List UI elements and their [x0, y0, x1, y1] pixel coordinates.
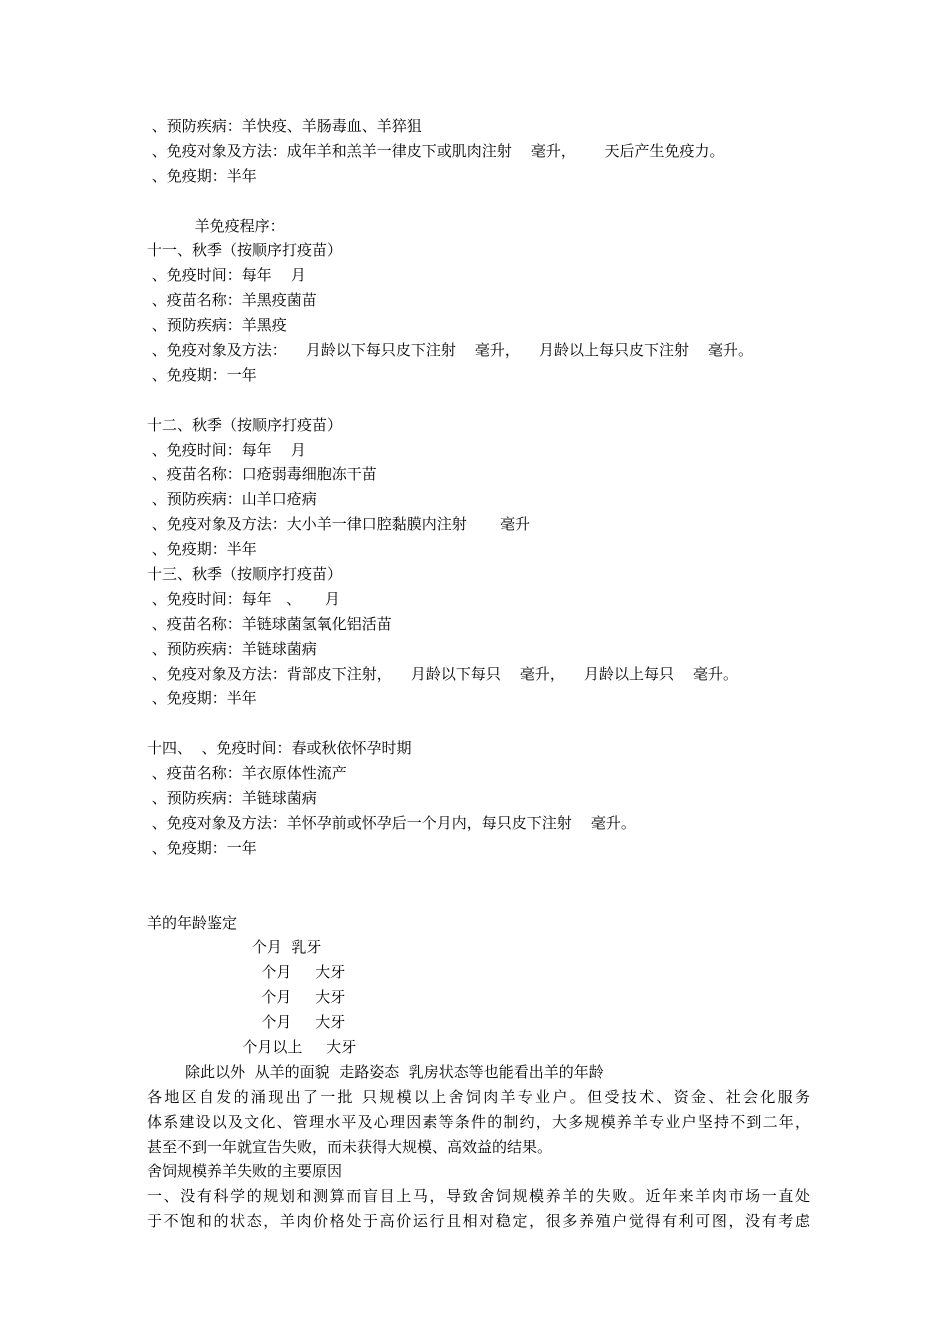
- text-line: 、免疫时间：每年 月: [147, 440, 306, 459]
- age-table-row: 个月 大牙: [147, 963, 346, 982]
- text-line: 、疫苗名称：羊衣原体性流产: [147, 764, 347, 783]
- text-line: 、免疫时间：每年 月: [147, 266, 306, 285]
- text-line: 、免疫对象及方法：背部皮下注射， 月龄以下每只 毫升， 月龄以上每只 毫升。: [147, 664, 739, 683]
- age-table-row: 个月 大牙: [147, 988, 346, 1007]
- section-heading: 十二、秋季（按顺序打疫苗）: [147, 415, 343, 434]
- text-line: 、免疫时间：每年 、 月: [147, 589, 340, 608]
- text-line: 、免疫对象及方法：羊怀孕前或怀孕后一个月内，每只皮下注射 毫升。: [147, 813, 636, 832]
- blank-line: [147, 861, 810, 911]
- section-heading: 羊的年龄鉴定: [147, 913, 238, 932]
- text-line: 、免疫期：半年: [147, 689, 257, 708]
- text-line: 、疫苗名称：羊链球菌氢氧化铝活苗: [147, 614, 392, 633]
- paragraph-line: 一、没有科学的规划和测算而盲目上马，导致舍饲规模养羊的失败。近年来羊肉市场一直处: [147, 1187, 810, 1206]
- text-line: 、免疫期：一年: [147, 838, 257, 857]
- text-line: 除此以外 从羊的面貌 走路姿态 乳房状态等也能看出羊的年龄: [147, 1062, 604, 1081]
- section-heading: 十三、秋季（按顺序打疫苗）: [147, 565, 343, 584]
- text-line: 、免疫对象及方法： 月龄以下每只皮下注射 毫升， 月龄以上每只皮下注射 毫升。: [147, 341, 754, 360]
- section-heading: 羊免疫程序：: [147, 216, 285, 235]
- text-line: 、预防疾病：羊链球菌病: [147, 639, 317, 658]
- text-line: 、免疫对象及方法：成年羊和羔羊一律皮下或肌肉注射 毫升， 天后产生免疫力。: [147, 141, 725, 160]
- blank-line: [147, 189, 810, 214]
- section-heading: 舍饲规模养羊失败的主要原因: [147, 1162, 343, 1181]
- text-line: 、免疫对象及方法：大小羊一律口腔黏膜内注射 毫升: [147, 515, 531, 534]
- paragraph-line: 甚至不到一年就宣告失败，而未获得大规模、高效益的结果。: [147, 1137, 553, 1156]
- paragraph-line: 于不饱和的状态，羊肉价格处于高价运行且相对稳定，很多养殖户觉得有利可图，没有考虑: [147, 1212, 810, 1231]
- paragraph-line: 各地区自发的涌现出了一批 只规模以上舍饲肉羊专业户。但受技术、资金、社会化服务: [147, 1087, 810, 1106]
- section-heading: 十一、秋季（按顺序打疫苗）: [147, 241, 343, 260]
- section-heading: 十四、 、免疫时间：春或秋依怀孕时期: [147, 739, 412, 758]
- text-line: 、免疫期：半年: [147, 166, 257, 185]
- blank-line: [147, 388, 810, 413]
- text-line: 、疫苗名称：口疮弱毒细胞冻干苗: [147, 465, 377, 484]
- age-table-row: 个月 乳牙: [147, 938, 322, 957]
- text-line: 、疫苗名称：羊黑疫菌苗: [147, 291, 317, 310]
- document-body: [147, 114, 810, 1234]
- age-table-row: 个月以上 大牙: [147, 1037, 357, 1056]
- age-table-row: 个月 大牙: [147, 1013, 346, 1032]
- text-line: 、预防疾病：羊快疫、羊肠毒血、羊猝狙: [147, 117, 422, 135]
- text-line: 、免疫期：一年: [147, 365, 257, 384]
- text-line: 、免疫期：半年: [147, 540, 257, 559]
- text-line: 、预防疾病：羊链球菌病: [147, 789, 317, 808]
- text-line: 、预防疾病：羊黑疫: [147, 316, 287, 335]
- paragraph-line: 体系建设以及文化、管理水平及心理因素等条件的制约，大多规模养羊专业户坚持不到二年，: [147, 1112, 810, 1131]
- blank-line: [147, 711, 810, 736]
- text-line: 、预防疾病：山羊口疮病: [147, 490, 317, 509]
